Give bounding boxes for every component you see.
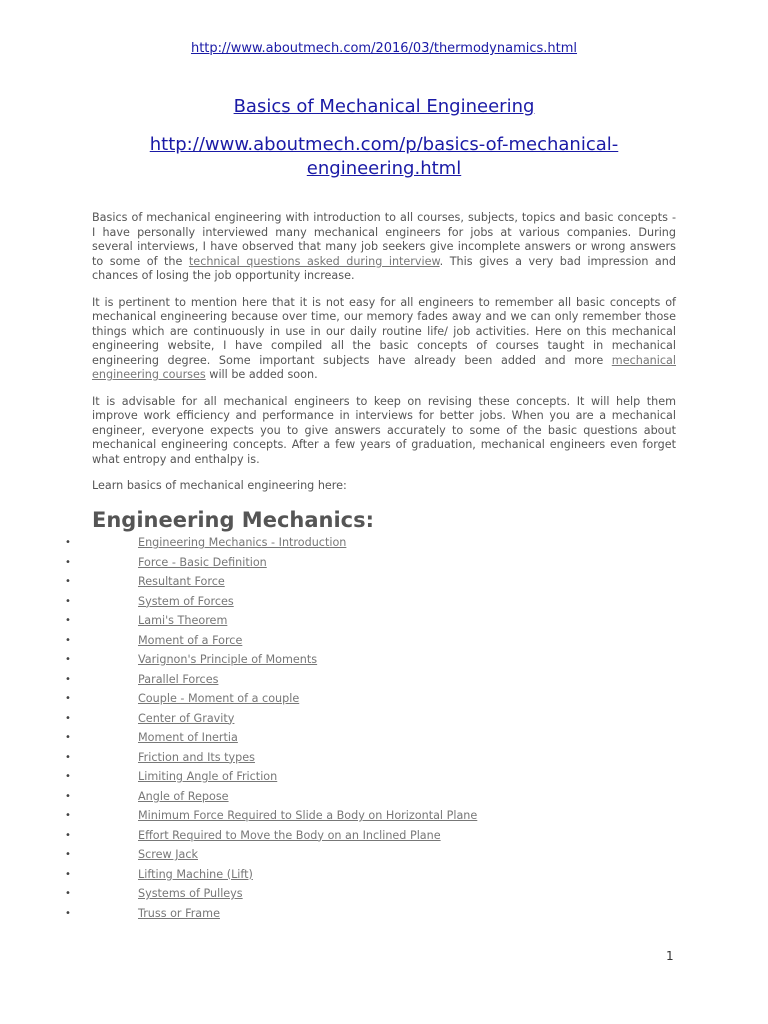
list-item [65, 826, 665, 846]
list-item [65, 670, 665, 690]
p2-text-before: It is pertinent to mention here that it is not easy for all engineers to remember all basic concepts of mechanical engineering because over time, our memory fades away and we can only remember those things which are continuously in use in our daily routine life/ job activities. Here on this mechanical engineering website, I have compiled all the basic concepts of courses taught in mechanical engineering degree. Some important subjects have already been added and more [92, 295, 676, 367]
title-url-line2: engineering.html [306, 158, 462, 179]
mechanical-courses-link[interactable]: mechanical engineering courses [92, 353, 676, 381]
topic-link[interactable]: Screw Jack [138, 848, 198, 861]
intro-paragraph-3: It is advisable for all mechanical engineers to keep on revising these concepts. It will help them improve work efficiency and performance in interviews for better jobs. When you are a mechanical engineer, everyone expects you to give answers accurately to some of the basic questions about mechanical engineering concepts. After a few years of graduation, mechanical engineers even forget what entropy and enthalpy is. [92, 394, 676, 466]
list-item [65, 806, 665, 826]
topic-link[interactable]: Parallel Forces [138, 672, 219, 686]
p1-text-before: Basics of mechanical engineering with introduction to all courses, subjects, topics and basic concepts - I have personally interviewed many mechanical engineers for jobs at various companies. During several interviews, I have observed that many job seekers give incomplete answers or wrong answers to some of the [92, 211, 676, 268]
intro-paragraph-2 [92, 296, 676, 383]
list-item [65, 787, 665, 807]
topic-link[interactable]: Minimum Force Required to Slide a Body on Horizontal Plane [138, 809, 478, 822]
list-item [65, 592, 665, 612]
list-item [65, 631, 665, 651]
bullet-icon: • [65, 907, 71, 919]
bullet-icon: • [65, 693, 71, 704]
list-item [65, 572, 665, 592]
list-item [65, 650, 665, 670]
bullet-icon: • [65, 673, 71, 685]
topic-link[interactable]: Force - Basic Definition [138, 555, 267, 569]
topic-link[interactable]: Angle of Repose [138, 789, 229, 803]
topic-link[interactable]: Couple - Moment of a couple [138, 692, 300, 705]
list-item [65, 845, 665, 865]
page-number: 1 [666, 949, 674, 963]
list-item [65, 767, 665, 787]
p2-text-after: will be added soon. [205, 368, 318, 381]
topic-link[interactable]: Limiting Angle of Friction [138, 770, 278, 783]
topic-list [65, 533, 665, 923]
list-item [65, 709, 665, 729]
topic-link[interactable]: Engineering Mechanics - Introduction [138, 536, 347, 549]
bullet-icon: • [65, 771, 71, 782]
bullet-icon: • [65, 654, 71, 665]
p1-text-after: . This gives a very bad impression and chances of losing the job opportunity increase. [92, 254, 676, 282]
bullet-icon: • [65, 829, 71, 841]
list-item [65, 689, 665, 709]
bullet-icon: • [65, 790, 71, 802]
bullet-icon: • [65, 751, 71, 763]
topic-link[interactable]: Effort Required to Move the Body on an Inclined Plane [138, 828, 441, 842]
topic-link[interactable]: Varignon's Principle of Moments [138, 653, 318, 666]
title-url-block [110, 133, 658, 181]
bullet-icon: • [65, 810, 71, 821]
learn-basics-text: Learn basics of mechanical engineering here: [92, 479, 347, 492]
bullet-icon: • [65, 537, 71, 548]
intro-paragraph-1 [92, 211, 676, 284]
top-url-link[interactable]: http://www.aboutmech.com/2016/03/thermodynamics.html [190, 41, 578, 56]
list-item [65, 728, 665, 748]
bullet-icon: • [65, 615, 71, 626]
topic-link[interactable]: Moment of a Force [138, 633, 243, 647]
topic-link[interactable]: Center of Gravity [138, 711, 235, 725]
title-url-link[interactable] [150, 134, 619, 179]
page-title-link[interactable]: Basics of Mechanical Engineering [233, 96, 535, 117]
bullet-icon: • [65, 712, 71, 724]
bullet-icon: • [65, 732, 71, 743]
technical-questions-link[interactable]: technical questions asked during interview [188, 254, 440, 268]
topic-link[interactable]: Truss or Frame [138, 906, 220, 920]
bullet-icon: • [65, 868, 71, 880]
list-item [65, 904, 665, 924]
bullet-icon: • [65, 556, 71, 568]
list-item [65, 533, 665, 553]
intro-content [92, 211, 676, 494]
topic-link[interactable]: Moment of Inertia [138, 731, 238, 744]
list-item [65, 865, 665, 885]
topic-link[interactable]: Lami's Theorem [138, 614, 228, 627]
bullet-icon: • [65, 634, 71, 646]
topic-link[interactable]: Resultant Force [138, 575, 225, 588]
topic-link[interactable]: Systems of Pulleys [138, 887, 243, 900]
list-item [65, 611, 665, 631]
list-item [65, 748, 665, 768]
bullet-icon: • [65, 849, 71, 860]
list-item [65, 553, 665, 573]
topic-link[interactable]: Lifting Machine (Lift) [138, 867, 253, 881]
bullet-icon: • [65, 576, 71, 587]
bullet-icon: • [65, 888, 71, 899]
list-item [65, 884, 665, 904]
bullet-icon: • [65, 595, 71, 607]
title-url-line1: http://www.aboutmech.com/p/basics-of-mechanical- [149, 134, 619, 155]
topic-link[interactable]: System of Forces [138, 594, 234, 608]
section-heading: Engineering Mechanics: [92, 508, 375, 532]
topic-link[interactable]: Friction and Its types [138, 750, 255, 764]
